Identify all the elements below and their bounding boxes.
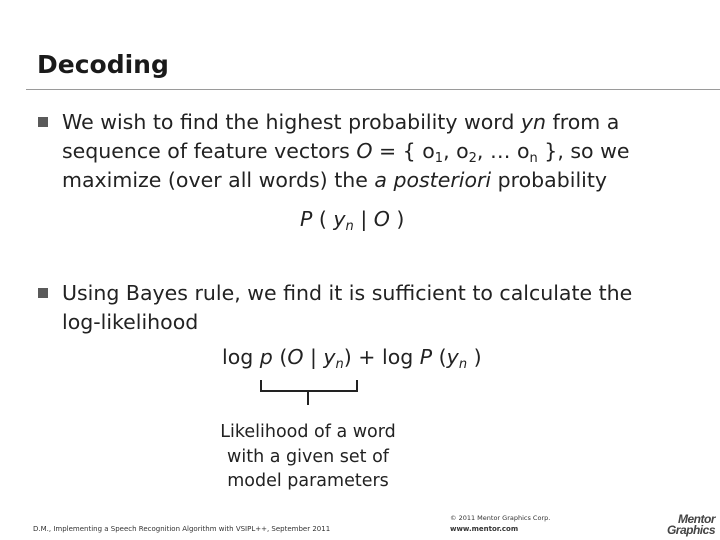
equation-posterior: P ( $y_n$ | O )	[300, 207, 405, 234]
bullet-square-icon	[38, 288, 48, 298]
mentor-graphics-logo: Mentor Graphics	[666, 512, 715, 537]
underbrace-tick	[307, 391, 309, 405]
var-yn: yn	[520, 110, 547, 134]
underbrace	[260, 380, 358, 392]
slide-title: Decoding	[37, 50, 169, 79]
bullet-2-line-1: Using Bayes rule, we find it is sufficient to calculate the	[62, 281, 633, 305]
var-O: O	[356, 139, 373, 163]
bullet-square-icon	[38, 117, 48, 127]
footer-url: www.mentor.com	[450, 525, 519, 533]
footer-copyright: © 2011 Mentor Graphics Corp.	[450, 514, 551, 522]
bullet-2-text	[62, 279, 702, 337]
likelihood-annotation: Likelihood of a word with a given set of model parameters	[220, 422, 396, 491]
bullet-1-line-3: maximize (over all words) the a posteriori probability	[62, 168, 608, 192]
equation-log-likelihood: log p (O | $y_n) + \log P$ ($y_n$ )	[222, 345, 482, 372]
title-divider	[26, 89, 720, 90]
bullet-1-line-1: We wish to find the highest probability word yn from a	[62, 110, 620, 134]
bullet-1-line-2: sequence of feature vectors O = { $o_1$, $o_2$, … $o_n$ }, so we	[62, 139, 630, 166]
footer-citation: D.M., Implementing a Speech Recognition Algorithm with VSIPL++, September 2011	[33, 525, 331, 533]
bullet-1-text	[62, 108, 702, 195]
bullet-2-line-2: log-likelihood	[62, 310, 199, 334]
